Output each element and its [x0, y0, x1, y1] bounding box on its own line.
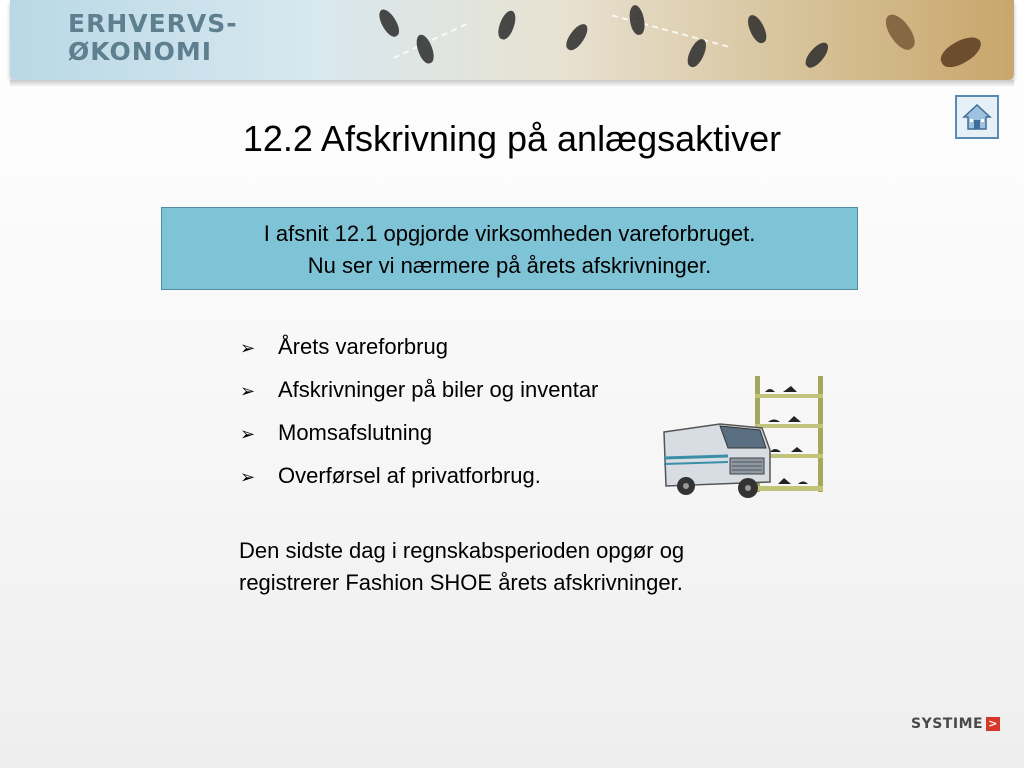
- erhvervsokonomi-logo: [68, 10, 238, 66]
- intro-line-1: I afsnit 12.1 opgjorde virksomheden vareforbruget.: [263, 221, 756, 246]
- arrow-bullet-icon: ➢: [240, 467, 256, 487]
- header-banner: [10, 0, 1014, 80]
- footprint-icon: [495, 9, 518, 42]
- bullet-item: [240, 369, 598, 412]
- body-paragraph: [239, 535, 859, 599]
- footprint-icon: [375, 7, 402, 40]
- systime-logo: [911, 716, 1000, 732]
- slide-title: 12.2 Afskrivning på anlægsaktiver: [242, 118, 782, 159]
- footprint-icon: [684, 36, 709, 69]
- bullet-text: Momsafslutning: [278, 420, 433, 445]
- intro-line-2: Nu ser vi nærmere på årets afskrivninger.: [307, 253, 712, 278]
- intro-box: [161, 207, 858, 290]
- shoe-photo-icon: [936, 31, 985, 72]
- footprint-icon: [802, 39, 832, 71]
- bullet-text: Overførsel af privatforbrug.: [278, 463, 541, 488]
- banner-shadow: [10, 80, 1014, 86]
- footprint-icon: [744, 12, 769, 45]
- bullet-text: Årets vareforbrug: [278, 334, 448, 359]
- arrow-bullet-icon: ➢: [240, 424, 256, 444]
- body-line-2: registrerer Fashion SHOE årets afskrivninger.: [239, 570, 683, 595]
- bullet-list: [240, 326, 598, 498]
- bullet-item: [240, 326, 598, 369]
- footprint-icon: [628, 4, 647, 36]
- logo-line-2: ØKONOMI: [68, 37, 213, 66]
- bullet-item: [240, 412, 598, 455]
- brand-arrow-icon: >: [986, 717, 1000, 731]
- logo-line-1: ERHVERVS-: [68, 9, 238, 38]
- body-line-1: Den sidste dag i regnskabsperioden opgør og: [239, 538, 685, 563]
- bullet-text: Afskrivninger på biler og inventar: [278, 377, 599, 402]
- arrow-bullet-icon: ➢: [240, 338, 256, 358]
- van-and-shoe-shelf-icon: [658, 372, 828, 507]
- shoe-photo-icon: [880, 10, 919, 54]
- arrow-bullet-icon: ➢: [240, 381, 256, 401]
- bullet-item: [240, 455, 598, 498]
- footprint-icon: [563, 21, 592, 54]
- brand-name: SYSTIME: [911, 716, 984, 732]
